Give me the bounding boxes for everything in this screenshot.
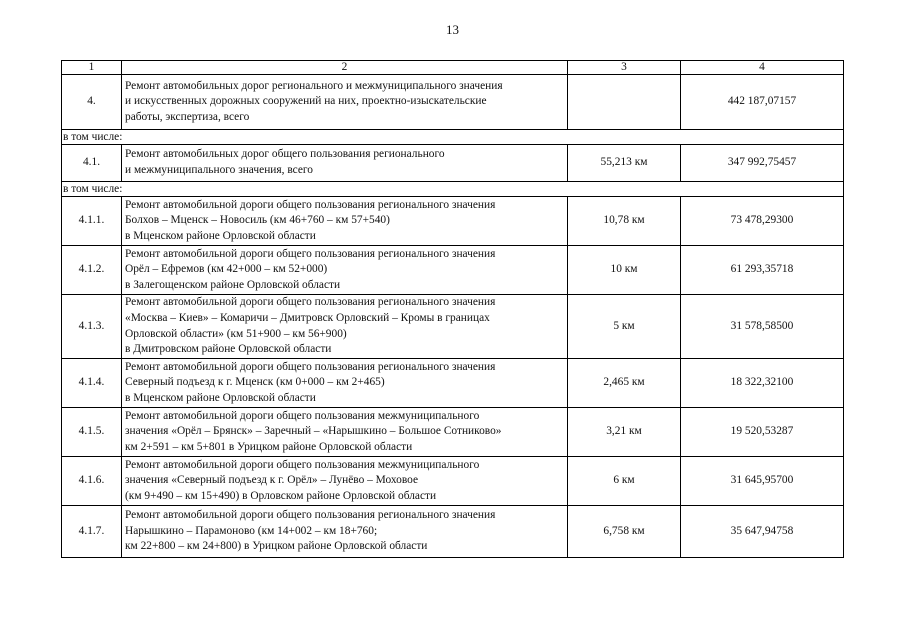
table-row [62, 197, 844, 246]
row-amount: 347 992,75457 [681, 145, 844, 182]
description-line: в Залегощенском районе Орловской области [125, 278, 341, 291]
row-length: 10 км [568, 246, 681, 295]
row-description [122, 506, 568, 558]
note-row [62, 182, 844, 197]
description-line: Нарышкино – Парамоново (км 14+002 – км 18+760; [125, 524, 378, 537]
row-description [122, 246, 568, 295]
row-description [122, 359, 568, 408]
table-row [62, 506, 844, 558]
row-amount: 35 647,94758 [681, 506, 844, 558]
description-line: в Дмитровском районе Орловской области [125, 343, 332, 356]
works-table [61, 60, 844, 558]
description-line: Ремонт автомобильных дорог регионального и межмуниципального значения [125, 79, 503, 92]
description-line: Ремонт автомобильной дороги общего пользования межмуниципального [125, 409, 480, 422]
table-row [62, 408, 844, 457]
row-amount: 31 578,58500 [681, 295, 844, 359]
row-number: 4.1.7. [62, 506, 122, 558]
row-number: 4.1.4. [62, 359, 122, 408]
row-amount: 31 645,95700 [681, 457, 844, 506]
row-length: 55,213 км [568, 145, 681, 182]
header-cell: 4 [681, 61, 844, 75]
description-line: Ремонт автомобильной дороги общего пользования регионального значения [125, 360, 496, 373]
note-text: в том числе: [62, 130, 844, 145]
row-number: 4.1.5. [62, 408, 122, 457]
row-amount: 19 520,53287 [681, 408, 844, 457]
description-line: Ремонт автомобильной дороги общего пользования регионального значения [125, 198, 496, 211]
description-line: Ремонт автомобильной дороги общего пользования регионального значения [125, 296, 496, 309]
row-number: 4.1.2. [62, 246, 122, 295]
row-description [122, 408, 568, 457]
description-line: «Москва – Киев» – Комаричи – Дмитровск Орловский – Кромы в границах [125, 311, 490, 324]
row-description [122, 197, 568, 246]
description-line: Ремонт автомобильных дорог общего пользования регионального [125, 148, 445, 161]
row-description [122, 295, 568, 359]
table-row [62, 246, 844, 295]
description-line: км 22+800 – км 24+800) в Урицком районе Орловской области [125, 540, 428, 553]
description-line: Ремонт автомобильной дороги общего пользования регионального значения [125, 509, 496, 522]
row-length: 6 км [568, 457, 681, 506]
table-row [62, 359, 844, 408]
table-row [62, 295, 844, 359]
row-description [122, 457, 568, 506]
header-cell: 1 [62, 61, 122, 75]
row-description [122, 145, 568, 182]
description-line: работы, экспертиза, всего [125, 110, 250, 123]
header-row [62, 61, 844, 75]
description-line: Северный подъезд к г. Мценск (км 0+000 – км 2+465) [125, 376, 385, 389]
row-amount: 442 187,07157 [681, 75, 844, 130]
row-length [568, 75, 681, 130]
row-number: 4.1.1. [62, 197, 122, 246]
row-amount: 73 478,29300 [681, 197, 844, 246]
page-number: 13 [446, 22, 459, 37]
description-line: Орловской области» (км 51+900 – км 56+900) [125, 327, 347, 340]
row-length: 2,465 км [568, 359, 681, 408]
note-row [62, 130, 844, 145]
row-length: 3,21 км [568, 408, 681, 457]
row-length: 6,758 км [568, 506, 681, 558]
description-line: (км 9+490 – км 15+490) в Орловском районе Орловской области [125, 489, 437, 502]
row-length: 10,78 км [568, 197, 681, 246]
row-length: 5 км [568, 295, 681, 359]
description-line: и искусственных дорожных сооружений на них, проектно-изыскательские [125, 95, 487, 108]
description-line: значения «Северный подъезд к г. Орёл» – Лунёво – Моховое [125, 474, 419, 487]
table-row [62, 457, 844, 506]
row-amount: 61 293,35718 [681, 246, 844, 295]
row-description [122, 75, 568, 130]
row-number: 4.1. [62, 145, 122, 182]
table-row [62, 75, 844, 130]
header-cell: 3 [568, 61, 681, 75]
note-text: в том числе: [62, 182, 844, 197]
row-number: 4.1.3. [62, 295, 122, 359]
row-amount: 18 322,32100 [681, 359, 844, 408]
description-line: в Мценском районе Орловской области [125, 391, 316, 404]
description-line: в Мценском районе Орловской области [125, 229, 316, 242]
description-line: Ремонт автомобильной дороги общего пользования межмуниципального [125, 458, 480, 471]
table-row [62, 145, 844, 182]
description-line: км 2+591 – км 5+801 в Урицком районе Орловской области [125, 440, 413, 453]
header-cell: 2 [122, 61, 568, 75]
row-number: 4. [62, 75, 122, 130]
row-number: 4.1.6. [62, 457, 122, 506]
description-line: Орёл – Ефремов (км 42+000 – км 52+000) [125, 263, 328, 276]
description-line: Ремонт автомобильной дороги общего пользования регионального значения [125, 247, 496, 260]
description-line: значения «Орёл – Брянск» – Заречный – «Нарышкино – Большое Сотниково» [125, 425, 502, 438]
description-line: и межмуниципального значения, всего [125, 164, 313, 176]
description-line: Болхов – Мценск – Новосиль (км 46+760 – км 57+540) [125, 214, 390, 227]
